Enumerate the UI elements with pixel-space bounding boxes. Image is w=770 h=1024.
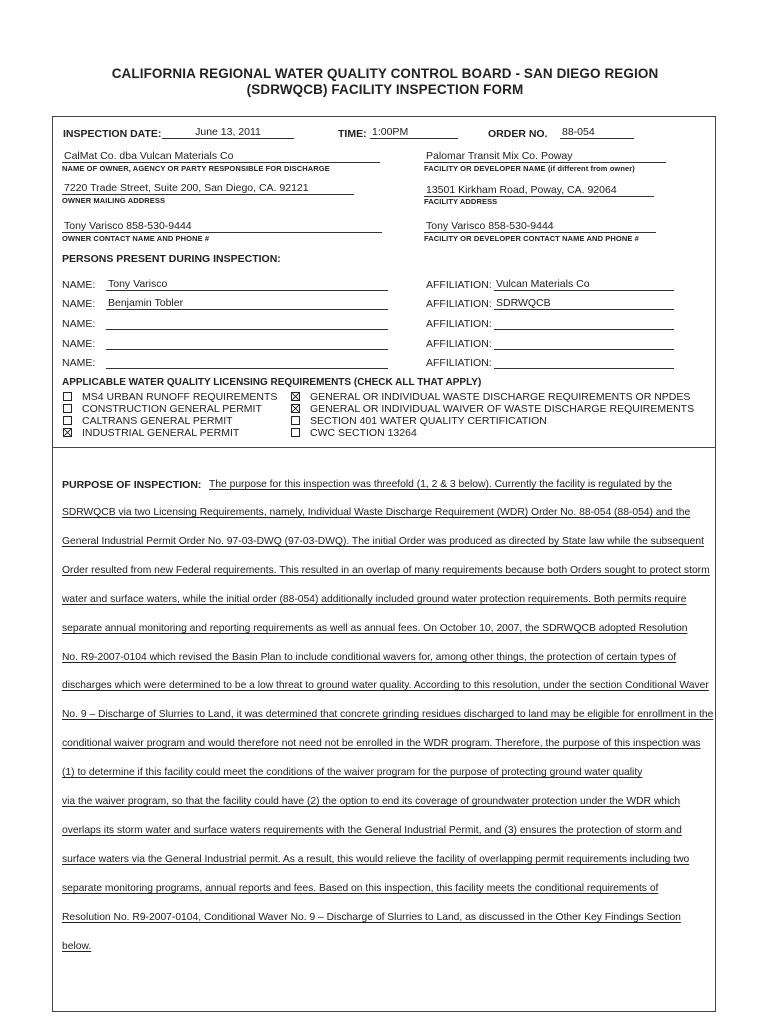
person-name-label: NAME: [62,298,96,310]
checkbox[interactable] [291,428,300,437]
purpose-text-line: discharges which were determined to be a low threat to ground water quality. According to this resolution, under the section Conditional Waver [62,680,709,691]
requirements-heading: APPLICABLE WATER QUALITY LICENSING REQUIREMENTS (CHECK ALL THAT APPLY) [62,377,482,388]
person-name-field[interactable] [106,356,388,369]
affiliation-label: AFFILIATION: [426,357,492,369]
person-name-field[interactable]: Benjamin Tobler [106,297,388,310]
facility-contact-caption: FACILITY OR DEVELOPER CONTACT NAME AND PHONE # [424,234,639,243]
owner-contact-field[interactable]: Tony Varisco 858-530-9444 [62,220,382,233]
owner-contact-caption: OWNER CONTACT NAME AND PHONE # [62,234,210,243]
affiliation-field[interactable]: SDRWQCB [494,297,674,310]
checkbox[interactable] [63,416,72,425]
checkbox[interactable] [63,404,72,413]
inspection-date-field[interactable]: June 13, 2011 [162,126,294,139]
affiliation-field[interactable] [494,337,674,350]
facility-address-caption: FACILITY ADDRESS [424,197,498,206]
affiliation-label: AFFILIATION: [426,298,492,310]
purpose-text-line: No. R9-2007-0104 which revised the Basin Plan to include conditional wavers for, among other things, the protection of certain types of [62,652,677,663]
owner-name-field[interactable]: CalMat Co. dba Vulcan Materials Co [62,150,380,163]
time-field[interactable]: 1:00PM [370,126,458,139]
requirement-label: CONSTRUCTION GENERAL PERMIT [82,403,262,415]
inspection-date-label: INSPECTION DATE: [63,128,162,140]
purpose-text-line: SDRWQCB via two Licensing Requirements, namely, Individual Waste Discharge Requirement (WDR) Order No. 88-054 (88-054) and the [62,507,691,518]
purpose-text-line: Resolution No. R9-2007-0104, Conditional Waver No. 9 – Discharge of Slurries to Land, as discussed in the Other Key Findings Section [62,912,681,923]
order-no-field[interactable]: 88-054 [560,126,634,139]
owner-address-field[interactable]: 7220 Trade Street, Suite 200, San Diego, CA. 92121 [62,182,354,195]
purpose-text-line: separate annual monitoring and reporting requirements as well as annual fees. On October 10, 2007, the SDRWQCB adopted Resolution [62,623,688,634]
purpose-text-line: separate monitoring programs, annual reports and fees. Based on this inspection, this facility meets the conditional requirements of [62,883,659,894]
affiliation-field[interactable] [494,356,674,369]
purpose-text-line: via the waiver program, so that the facility could have (2) the option to end its coverage of groundwater protection under the WDR which [62,796,681,807]
time-label: TIME: [338,128,367,140]
purpose-text-line: overlaps its storm water and surface waters requirements with the General Industrial Permit, and (3) ensures the protection of storm and [62,825,682,836]
person-name-field[interactable]: Tony Varisco [106,278,388,291]
form-frame [52,116,716,1012]
purpose-text-line: Order resulted from new Federal requirements. This resulted in an overlap of many requirements because both Orders sought to protect storm [62,565,710,576]
purpose-text-line: water and surface waters, while the initial order (88-054) additionally included ground water protection requirements. Both permits require [62,594,687,605]
purpose-text-line: conditional waiver program and would therefore not need not be enrolled in the WDR program. Therefore, the purpose of this inspection was [62,738,701,749]
checkbox[interactable] [63,392,72,401]
checked-checkbox[interactable] [291,404,300,413]
section-divider [52,447,716,448]
affiliation-field[interactable] [494,317,674,330]
requirement-label: MS4 URBAN RUNOFF REQUIREMENTS [82,391,278,403]
requirement-label: GENERAL OR INDIVIDUAL WASTE DISCHARGE REQUIREMENTS OR NPDES [310,391,691,403]
facility-name-field[interactable]: Palomar Transit Mix Co. Poway [424,150,666,163]
facility-name-caption: FACILITY OR DEVELOPER NAME (if different from owner) [424,164,635,173]
affiliation-field[interactable]: Vulcan Materials Co [494,278,674,291]
affiliation-label: AFFILIATION: [426,318,492,330]
purpose-label: PURPOSE OF INSPECTION: [62,479,202,491]
requirement-label: GENERAL OR INDIVIDUAL WAIVER OF WASTE DISCHARGE REQUIREMENTS [310,403,695,415]
requirement-label: SECTION 401 WATER QUALITY CERTIFICATION [310,415,547,427]
purpose-text-line: (1) to determine if this facility could meet the conditions of the waiver program for the purpose of protecting ground water quality [62,767,643,778]
affiliation-label: AFFILIATION: [426,338,492,350]
purpose-text-line: surface waters via the General Industrial permit. As a result, this would relieve the facility of overlapping permit requirements including two [62,854,690,865]
requirement-label: CWC SECTION 13264 [310,427,417,439]
person-name-label: NAME: [62,338,96,350]
person-name-label: NAME: [62,318,96,330]
checked-checkbox[interactable] [291,392,300,401]
checked-checkbox[interactable] [63,428,72,437]
person-name-label: NAME: [62,357,96,369]
requirement-label: INDUSTRIAL GENERAL PERMIT [82,427,240,439]
purpose-text-line: No. 9 – Discharge of Slurries to Land, it was determined that concrete grinding residues discharged to land may be eligible for enrollment in the [62,709,714,720]
form-title-line2: (SDRWQCB) FACILITY INSPECTION FORM [246,82,524,97]
checkbox[interactable] [291,416,300,425]
purpose-first-line: The purpose for this inspection was threefold (1, 2 & 3 below). Currently the facility is regulated by the [209,479,673,490]
order-no-label: ORDER NO. [488,128,548,140]
persons-present-heading: PERSONS PRESENT DURING INSPECTION: [62,253,281,265]
owner-name-caption: NAME OF OWNER, AGENCY OR PARTY RESPONSIBLE FOR DISCHARGE [62,164,330,173]
person-name-label: NAME: [62,279,96,291]
person-name-field[interactable] [106,317,388,330]
facility-contact-field[interactable]: Tony Varisco 858-530-9444 [424,220,656,233]
facility-address-field[interactable]: 13501 Kirkham Road, Poway, CA. 92064 [424,184,654,197]
affiliation-label: AFFILIATION: [426,279,492,291]
person-name-field[interactable] [106,337,388,350]
purpose-text-line: below. [62,941,92,952]
requirement-label: CALTRANS GENERAL PERMIT [82,415,233,427]
owner-address-caption: OWNER MAILING ADDRESS [62,196,166,205]
form-title-line1: CALIFORNIA REGIONAL WATER QUALITY CONTROL BOARD - SAN DIEGO REGION [111,66,659,81]
purpose-text-line: General Industrial Permit Order No. 97-03-DWQ (97-03-DWQ). The initial Order was produced as directed by State law while the subsequent [62,536,704,547]
